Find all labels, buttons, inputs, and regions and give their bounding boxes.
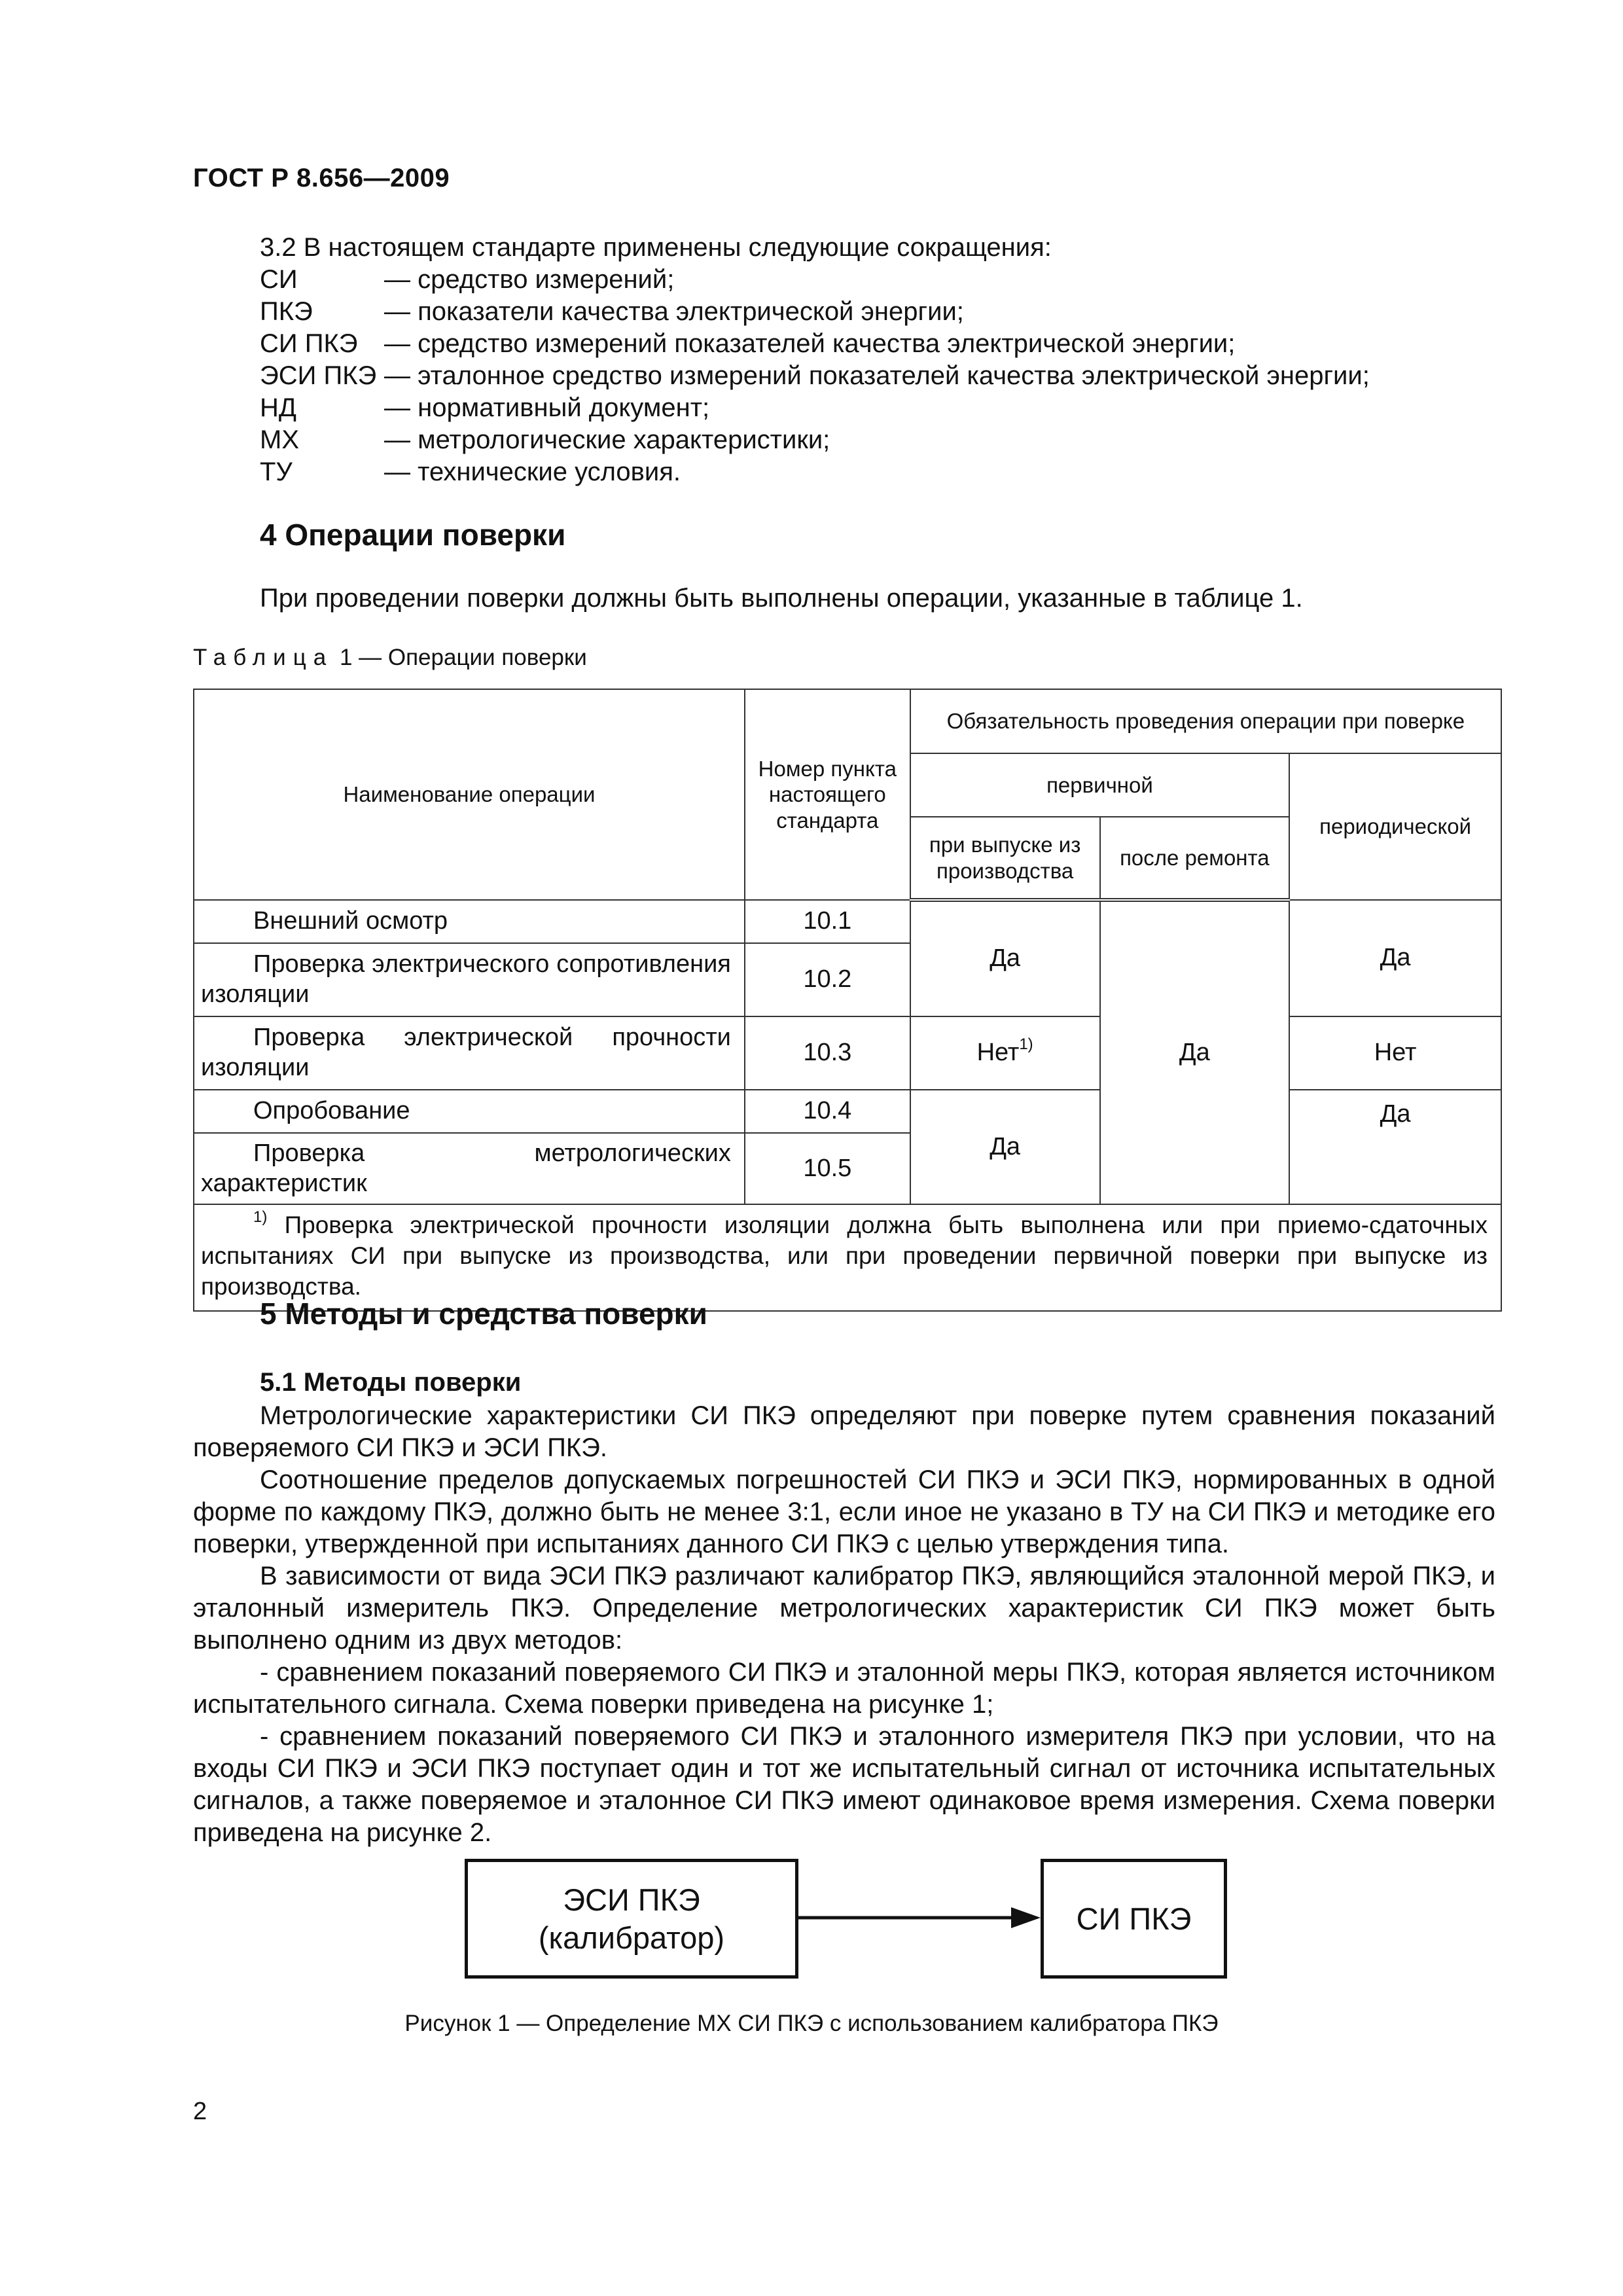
figure-1-caption: Рисунок 1 — Определение МХ СИ ПКЭ с использованием калибратора ПКЭ bbox=[404, 2011, 1219, 2036]
abbreviation-row bbox=[260, 424, 1370, 456]
section-5-heading: 5 Методы и средства поверки bbox=[260, 1297, 707, 1331]
table-footnote bbox=[194, 1204, 1501, 1311]
abbreviation-row bbox=[260, 456, 1370, 488]
operation-name: Проверка электрической прочности изоляции bbox=[194, 1016, 745, 1090]
subsection-5-1-heading: 5.1 Методы поверки bbox=[260, 1368, 522, 1397]
footnote-reference: 1) bbox=[1019, 1035, 1033, 1053]
clause-number: 10.3 bbox=[745, 1016, 910, 1090]
clause-number: 10.5 bbox=[745, 1133, 910, 1204]
header-obligation: Обязательность проведения операции при поверке bbox=[910, 689, 1501, 753]
operation-name: Опробование bbox=[194, 1090, 745, 1133]
abbreviation-row bbox=[260, 328, 1370, 360]
header-primary: первичной bbox=[910, 753, 1289, 817]
measuring-instrument-label: СИ ПКЭ bbox=[1076, 1901, 1192, 1936]
clause-number: 10.1 bbox=[745, 900, 910, 943]
footnote-text: Проверка электрической прочности изоляции должна быть выполнена или при приемо-сдаточных испытаниях СИ при выпуске из производства, или при проведении первичной поверки при выпуске из производства. bbox=[201, 1211, 1488, 1300]
header-at-release: при выпуске из производства bbox=[910, 817, 1100, 900]
bullet-item: - сравнением показаний поверяемого СИ ПКЭ и эталонного измерителя ПКЭ при условии, что на входы СИ ПКЭ и ЭСИ ПКЭ поступает один и тот же испытательный сигнал от источника испытательных сигналов, а также поверяемое и эталонное СИ ПКЭ имеют одинаковое время измерения. Схема поверки приведена на рисунке 2. bbox=[193, 1722, 1495, 1847]
abbreviation-definition: — нормативный документ; bbox=[384, 393, 710, 422]
abbreviation-definition: — эталонное средство измерений показателей качества электрической энергии; bbox=[384, 361, 1370, 390]
page-number: 2 bbox=[193, 2098, 207, 2125]
abbreviation-definition: — средство измерений; bbox=[384, 265, 675, 294]
release-value bbox=[910, 1016, 1100, 1090]
release-value: Да bbox=[910, 900, 1100, 1016]
measuring-instrument-box bbox=[1041, 1859, 1227, 1979]
header-periodic: периодической bbox=[1289, 753, 1501, 900]
arrow-head bbox=[1011, 1907, 1041, 1928]
paragraph: В зависимости от вида ЭСИ ПКЭ различают калибратор ПКЭ, являющийся эталонной мерой ПКЭ, и эталонный измеритель ПКЭ. Определение метрологических характеристик СИ ПКЭ может быть выполнено одним из двух методов: bbox=[193, 1562, 1495, 1655]
clause-number: 10.2 bbox=[745, 943, 910, 1016]
abbreviation-term: ПКЭ bbox=[260, 297, 313, 326]
abbreviation-term: СИ ПКЭ bbox=[260, 329, 358, 358]
abbreviation-definition: — показатели качества электрической энергии; bbox=[384, 297, 964, 326]
abbreviation-definition: — метрологические характеристики; bbox=[384, 425, 830, 454]
document-code-header: ГОСТ Р 8.656—2009 bbox=[193, 164, 450, 192]
operation-name: Внешний осмотр bbox=[194, 900, 745, 943]
abbreviations-list bbox=[260, 264, 1370, 488]
abbreviation-row bbox=[260, 392, 1370, 424]
paragraph: Метрологические характеристики СИ ПКЭ определяют при поверке путем сравнения показаний поверяемого СИ ПКЭ и ЭСИ ПКЭ. bbox=[193, 1401, 1495, 1462]
repair-value: Да bbox=[1100, 900, 1290, 1204]
calibrator-label-line: (калибратор) bbox=[538, 1920, 725, 1955]
header-after-repair: после ремонта bbox=[1100, 817, 1290, 900]
footnote-marker: 1) bbox=[253, 1208, 268, 1226]
paragraph: Соотношение пределов допускаемых погрешностей СИ ПКЭ и ЭСИ ПКЭ, нормированных в одной форме по каждому ПКЭ, должно быть не менее 3:1, если иное не указано в ТУ на СИ ПКЭ и методике его поверки, утвержденной при испытаниях данного СИ ПКЭ с целью утверждения типа. bbox=[193, 1465, 1495, 1558]
header-operation-name: Наименование операции bbox=[194, 689, 745, 900]
operation-name: Проверка метрологических характеристик bbox=[194, 1133, 745, 1204]
release-value-text: Нет bbox=[976, 1039, 1020, 1067]
operation-name: Проверка электрического сопротивления изоляции bbox=[194, 943, 745, 1016]
periodic-value: Да bbox=[1289, 900, 1501, 1016]
abbreviation-row bbox=[260, 296, 1370, 328]
section-4-text: При проведении поверки должны быть выполнены операции, указанные в таблице 1. bbox=[260, 584, 1303, 613]
calibrator-label-line: ЭСИ ПКЭ bbox=[563, 1882, 700, 1917]
table-caption-text: 1 — Операции поверки bbox=[339, 645, 587, 670]
calibrator-box bbox=[465, 1859, 798, 1979]
abbreviation-row bbox=[260, 264, 1370, 296]
abbreviation-term: ТУ bbox=[260, 457, 293, 486]
operations-table bbox=[193, 689, 1502, 1312]
table-caption-prefix: Таблица bbox=[193, 645, 334, 670]
abbreviations-intro: 3.2 В настоящем стандарте применены следующие сокращения: bbox=[260, 233, 1052, 262]
periodic-value: Да bbox=[1289, 1090, 1501, 1204]
clause-number: 10.4 bbox=[745, 1090, 910, 1133]
signal-arrow bbox=[798, 1898, 1041, 1937]
abbreviation-definition: — средство измерений показателей качества электрической энергии; bbox=[384, 329, 1236, 358]
table-1-caption bbox=[193, 645, 587, 671]
abbreviation-term: НД bbox=[260, 393, 296, 422]
abbreviation-definition: — технические условия. bbox=[384, 457, 681, 486]
section-4-heading: 4 Операции поверки bbox=[260, 518, 566, 552]
abbreviation-term: СИ bbox=[260, 265, 298, 294]
calibrator-label bbox=[539, 1881, 724, 1957]
release-value: Да bbox=[910, 1090, 1100, 1204]
periodic-value: Нет bbox=[1289, 1016, 1501, 1090]
bullet-item: - сравнением показаний поверяемого СИ ПКЭ и эталонной меры ПКЭ, которая является источником испытательного сигнала. Схема поверки приведена на рисунке 1; bbox=[193, 1658, 1495, 1719]
abbreviation-term: ЭСИ ПКЭ bbox=[260, 361, 377, 390]
header-clause-number: Номер пункта настоящего стандарта bbox=[745, 689, 910, 900]
abbreviation-row bbox=[260, 360, 1370, 392]
abbreviation-term: МХ bbox=[260, 425, 299, 454]
